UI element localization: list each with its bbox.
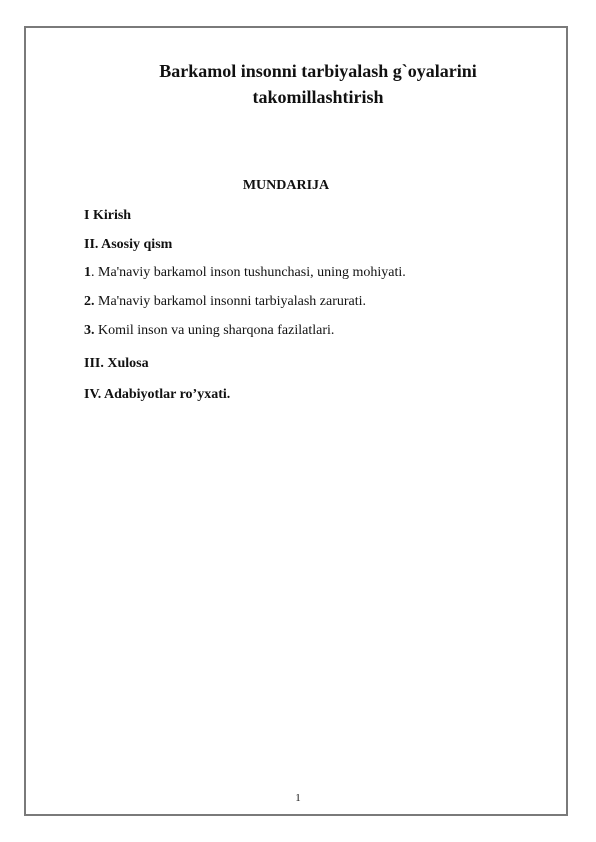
toc-item-section-2: [84, 293, 366, 311]
toc-item-text: . Ma'naviy barkamol inson tushunchasi, uning mohiyati.: [91, 265, 406, 280]
toc-item-text: I Kirish: [84, 208, 132, 223]
toc-item-text: Komil inson va uning sharqona fazilatlari.: [94, 323, 335, 338]
toc-item-introduction: [84, 207, 131, 225]
toc-item-text: II. Asosiy qism: [84, 237, 173, 252]
toc-item-number: 3.: [84, 323, 95, 338]
toc-item-section-1: [84, 264, 406, 282]
document-title-line-2: takomillashtirish: [252, 87, 384, 107]
toc-item-text: III. Xulosa: [84, 356, 149, 371]
toc-item-text: IV. Adabiyotlar ro’yxati.: [84, 387, 231, 402]
toc-item-text: Ma'naviy barkamol insonni tarbiyalash zarurati.: [94, 294, 367, 309]
toc-item-main-part: [84, 236, 172, 254]
toc-item-references: [84, 386, 230, 404]
document-title-line-1: Barkamol insonni tarbiyalash g`oyalarini: [159, 61, 477, 81]
toc-item-number: 2.: [84, 294, 95, 309]
page-number: 1: [295, 792, 301, 804]
page-border: [24, 26, 568, 816]
toc-item-conclusion: [84, 355, 149, 373]
toc-heading: MUNDARIJA: [242, 178, 330, 193]
toc-item-number: 1: [84, 265, 91, 280]
toc-item-section-3: [84, 322, 334, 340]
